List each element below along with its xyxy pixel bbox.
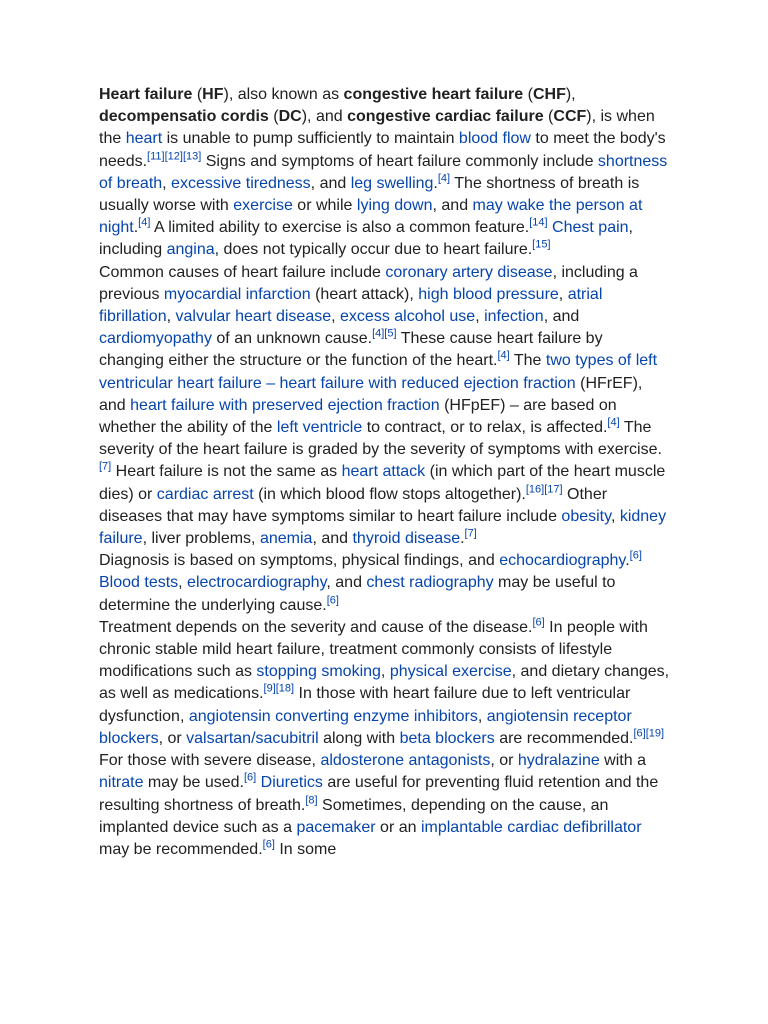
text-run: along with <box>318 729 400 747</box>
citation-ref[interactable]: [9] <box>263 683 276 696</box>
link-thyroid-disease[interactable]: thyroid disease <box>352 530 461 548</box>
text-run: ( <box>192 86 203 103</box>
text-run: , and <box>432 197 473 215</box>
bold-term-congestive-heart-failure: congestive heart failure <box>343 86 524 103</box>
link-nitrate[interactable]: nitrate <box>99 774 144 792</box>
citation-ref[interactable]: [12] <box>164 150 183 163</box>
text-run: These cause heart failure by changing either the structure or the function of the heart. <box>99 330 603 370</box>
text-run: with a <box>599 752 646 770</box>
link-kidney-failure[interactable]: kidney failure <box>99 507 667 548</box>
text-run: , liver problems, <box>142 530 260 548</box>
link-coronary-artery-disease[interactable]: coronary artery disease <box>385 263 553 281</box>
text-run: The <box>509 352 546 370</box>
link-exercise[interactable]: exercise <box>233 197 293 215</box>
citation-ref[interactable]: [7] <box>99 461 112 474</box>
text-run: of an unknown cause. <box>211 330 373 348</box>
link-blood-tests[interactable]: Blood tests <box>99 574 179 592</box>
text-run: are useful for preventing fluid retention and the resulting shortness of breath. <box>99 774 659 814</box>
text-run: ), also known as <box>223 86 344 103</box>
citation-ref[interactable]: [7] <box>464 527 477 540</box>
text-run: Signs and symptoms of heart failure commonly include <box>201 152 598 170</box>
citation-ref[interactable]: [17] <box>544 483 563 496</box>
link-cardiac-arrest[interactable]: cardiac arrest <box>156 485 254 503</box>
link-shortness-of-breath[interactable]: shortness of breath <box>99 152 668 192</box>
link-heart[interactable]: heart <box>125 130 163 148</box>
link-obesity[interactable]: obesity <box>561 507 611 525</box>
link-excess-alcohol-use[interactable]: excess alcohol use <box>340 308 476 326</box>
text-run: Diagnosis is based on symptoms, physical findings, and <box>99 552 500 570</box>
bold-term-decompensatio-cordis: decompensatio cordis <box>99 108 269 126</box>
text-run: Other diseases that may have symptoms similar to heart failure include <box>99 485 608 525</box>
text-run: or while <box>292 197 357 215</box>
text-run: , <box>162 174 172 192</box>
link-may-wake-the-person-at-night[interactable]: may wake the person at night <box>99 197 643 237</box>
citation-ref[interactable]: [4] <box>497 350 510 363</box>
link-beta-blockers[interactable]: beta blockers <box>399 729 495 747</box>
citation-ref[interactable]: [6] <box>262 838 275 851</box>
text-run: , <box>477 707 487 725</box>
link-angiotensin-converting-enzyme-inhibitors[interactable]: angiotensin converting enzyme inhibitors <box>188 707 478 725</box>
text-run: , including a previous <box>99 263 638 303</box>
link-excessive-tiredness[interactable]: excessive tiredness <box>171 174 311 192</box>
text-run: to contract, or to relax, is affected. <box>362 419 608 437</box>
link-electrocardiography[interactable]: electrocardiography <box>187 574 327 592</box>
citation-ref[interactable]: [8] <box>305 794 318 807</box>
link-valvular-heart-disease[interactable]: valvular heart disease <box>175 308 332 326</box>
link-valsartan-sacubitril[interactable]: valsartan/sacubitril <box>186 729 319 747</box>
text-run: ( <box>543 108 554 126</box>
text-run: Common causes of heart failure include <box>99 263 386 281</box>
link-physical-exercise[interactable]: physical exercise <box>389 663 512 681</box>
text-run: Heart failure is not the same as <box>111 463 342 481</box>
text-run: . <box>625 552 630 570</box>
text-run: is unable to pump sufficiently to maintain <box>162 130 459 148</box>
link-stopping-smoking[interactable]: stopping smoking <box>256 663 381 681</box>
citation-ref[interactable]: [4] <box>372 327 385 340</box>
text-run: ), <box>565 86 576 103</box>
citation-ref[interactable]: [11] <box>147 150 165 163</box>
citation-ref[interactable]: [6] <box>326 594 339 607</box>
bold-term-heart-failure: Heart failure <box>99 86 193 103</box>
bold-term-chf: CHF <box>532 86 566 103</box>
citation-ref[interactable]: [4] <box>437 172 451 185</box>
link-angiotensin-receptor-blockers[interactable]: angiotensin receptor blockers <box>99 707 632 747</box>
text-run: , <box>178 574 188 592</box>
text-run: may be useful to determine the underlying cause. <box>99 574 616 614</box>
link-cardiomyopathy[interactable]: cardiomyopathy <box>99 330 212 348</box>
text-run: (HFrEF), and <box>99 374 643 414</box>
text-run: (HFpEF) – are based on whether the ability of the <box>99 396 617 437</box>
text-run: , and <box>543 308 580 326</box>
bold-term-dc: DC <box>278 108 302 126</box>
link-lying-down[interactable]: lying down <box>356 197 433 215</box>
text-run: , or <box>158 729 187 747</box>
bold-term-congestive-cardiac-failure: congestive cardiac failure <box>347 108 544 126</box>
text-run: In those with heart failure due to left ventricular dysfunction, <box>99 685 631 725</box>
citation-ref[interactable]: [18] <box>275 683 295 696</box>
bold-term-hf: HF <box>202 86 224 103</box>
text-run: . <box>460 530 465 548</box>
text-run: ), and <box>301 108 348 126</box>
text-run: , <box>380 663 390 681</box>
citation-ref[interactable]: [6] <box>633 727 646 740</box>
text-run: , including <box>99 219 633 259</box>
text-run: , <box>610 507 620 525</box>
link-aldosterone-antagonists[interactable]: aldosterone antagonists <box>320 752 491 770</box>
text-run: to meet the body's needs. <box>99 130 666 170</box>
text-run: or an <box>375 818 421 836</box>
link-heart-failure-with-preserved-ejection-fraction[interactable]: heart failure with preserved ejection fraction <box>130 396 440 414</box>
diagnosis-paragraph <box>99 550 671 617</box>
text-run: , does not typically occur due to heart failure. <box>214 241 533 259</box>
bold-term-ccf: CCF <box>553 108 587 126</box>
text-run: may be used. <box>143 774 244 792</box>
text-run: , <box>558 285 568 303</box>
citation-ref[interactable]: [6] <box>243 771 257 784</box>
link-infection[interactable]: infection <box>484 308 544 326</box>
intro-paragraph <box>99 84 671 262</box>
text-run: (in which part of the heart muscle dies) or <box>99 463 666 503</box>
text-run: In some <box>274 840 337 858</box>
text-run: A limited ability to exercise is also a common feature. <box>150 219 530 237</box>
text-run: For those with severe disease, <box>99 752 321 770</box>
text-run: , and <box>312 530 353 548</box>
text-run: (heart attack), <box>310 285 419 303</box>
text-run: ( <box>523 86 533 103</box>
text-run: , and dietary changes, as well as medications. <box>99 663 670 703</box>
treatment-paragraph <box>99 617 671 861</box>
citation-ref[interactable]: [19] <box>645 727 665 740</box>
text-run: ), is when the <box>99 108 655 148</box>
text-run: , <box>166 308 176 326</box>
text-run: , and <box>326 574 367 592</box>
text-run: The shortness of breath is usually worse with <box>99 174 640 215</box>
link-angina[interactable]: angina <box>166 241 215 259</box>
text-run: are recommended. <box>494 729 634 747</box>
link-implantable-cardiac-defibrillator[interactable]: implantable cardiac defibrillator <box>420 818 642 836</box>
text-run: , and <box>310 174 351 192</box>
link-hydralazine[interactable]: hydralazine <box>517 752 600 770</box>
link-chest-radiography[interactable]: chest radiography <box>366 574 494 592</box>
citation-ref[interactable]: [16] <box>525 483 545 496</box>
link-left-ventricle[interactable]: left ventricle <box>276 419 363 437</box>
citation-ref[interactable]: [5] <box>384 327 397 340</box>
link-echocardiography[interactable]: echocardiography <box>499 552 626 570</box>
link-diuretics[interactable]: Diuretics <box>260 774 323 792</box>
text-run: , or <box>490 752 518 770</box>
citation-ref[interactable]: [15] <box>532 239 551 252</box>
causes-paragraph <box>99 262 671 551</box>
citation-ref[interactable]: [4] <box>138 216 151 229</box>
text-run: . <box>433 174 438 192</box>
text-run: may be recommended. <box>99 840 263 858</box>
link-leg-swelling[interactable]: leg swelling <box>350 174 434 192</box>
text-run: Treatment depends on the severity and cause of the disease. <box>99 618 533 636</box>
link-myocardial-infarction[interactable]: myocardial infarction <box>163 285 311 303</box>
text-run: , <box>331 308 341 326</box>
text-run: , <box>475 308 485 326</box>
text-run: In people with chronic stable mild heart failure, treatment commonly consists of lifestyle modifications such as <box>99 618 648 681</box>
text-run: Sometimes, depending on the cause, an implanted device such as a <box>99 796 609 836</box>
link-pacemaker[interactable]: pacemaker <box>296 818 376 836</box>
link-chest-pain[interactable]: Chest pain <box>552 219 629 237</box>
citation-ref[interactable]: [13] <box>182 150 202 163</box>
text-run: (in which blood flow stops altogether). <box>253 485 526 503</box>
link-anemia[interactable]: anemia <box>259 530 313 548</box>
citation-ref[interactable]: [4] <box>607 416 620 429</box>
link-heart-attack[interactable]: heart attack <box>341 463 426 481</box>
text-run: ( <box>268 108 279 126</box>
citation-ref[interactable]: [14] <box>529 216 548 229</box>
citation-ref[interactable]: [6] <box>532 616 545 629</box>
text-run: . <box>133 219 139 237</box>
citation-ref[interactable]: [6] <box>629 549 642 562</box>
link-blood-flow[interactable]: blood flow <box>458 130 531 148</box>
link-two-types-of-left-ventricular-heart-failure-heart-failure-with-reduced-ejection-fraction[interactable]: two types of left ventricular heart failure – heart failure with reduced ejection fraction <box>99 352 658 392</box>
link-atrial-fibrillation[interactable]: atrial fibrillation <box>99 285 603 326</box>
link-high-blood-pressure[interactable]: high blood pressure <box>418 285 559 303</box>
text-run: The severity of the heart failure is graded by the severity of symptoms with exercise. <box>99 419 662 459</box>
article-body <box>99 84 671 861</box>
